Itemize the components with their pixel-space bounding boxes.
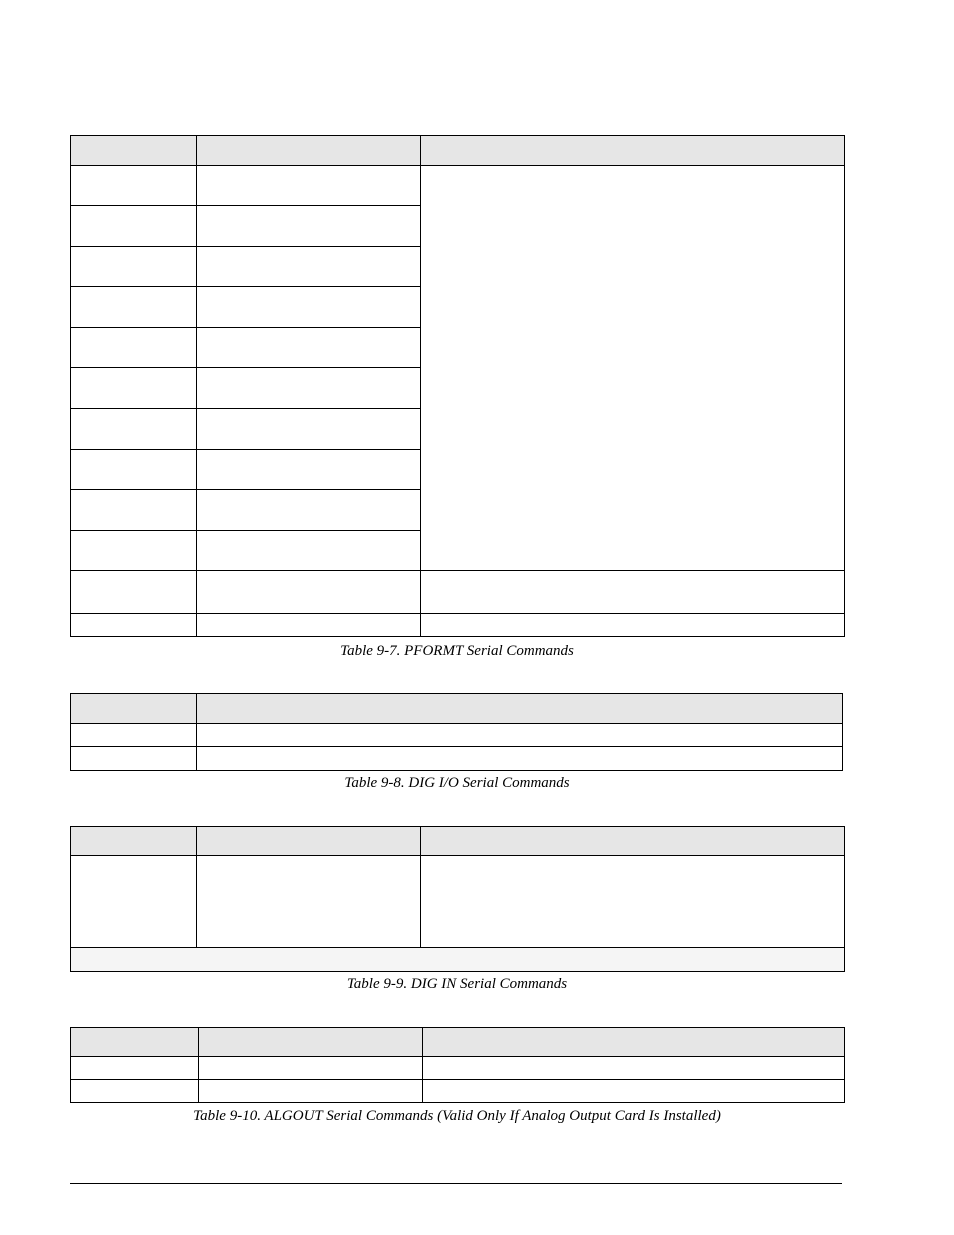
header-cell — [423, 1028, 845, 1057]
header-cell — [421, 136, 845, 166]
table-cell — [71, 1080, 199, 1103]
table-cell — [197, 724, 843, 747]
table-caption: Table 9-9. DIG IN Serial Commands — [346, 976, 568, 992]
table-cell — [71, 450, 197, 490]
table-row — [71, 1057, 845, 1080]
table-cell — [71, 724, 197, 747]
table-cell — [71, 571, 197, 614]
header-cell — [197, 136, 421, 166]
footer-rule — [70, 1183, 842, 1184]
header-cell — [421, 827, 845, 856]
algout-commands-table — [70, 1027, 845, 1103]
table-row — [71, 166, 845, 206]
table-cell — [197, 287, 421, 328]
table-cell — [421, 614, 845, 637]
table-cell — [197, 368, 421, 409]
table-cell — [197, 747, 843, 771]
table-cell — [197, 206, 421, 247]
table-cell — [199, 1057, 423, 1080]
table-cell — [197, 166, 421, 206]
table-cell — [197, 450, 421, 490]
table-row — [71, 856, 845, 948]
table-header-row — [71, 694, 843, 724]
table-cell — [71, 747, 197, 771]
table-cell — [197, 571, 421, 614]
table-cell — [71, 328, 197, 368]
table-footer-row — [71, 948, 845, 972]
table-cell — [197, 409, 421, 450]
table-cell — [197, 531, 421, 571]
table-footer-cell — [71, 948, 845, 972]
table-cell — [71, 531, 197, 571]
table-cell — [71, 1057, 199, 1080]
table-cell — [421, 571, 845, 614]
table-caption: Table 9-7. PFORMT Serial Commands — [340, 643, 574, 659]
table-cell — [423, 1057, 845, 1080]
table-cell — [71, 206, 197, 247]
table-cell — [197, 490, 421, 531]
table-header-row — [71, 1028, 845, 1057]
header-cell — [71, 827, 197, 856]
table-cell — [71, 166, 197, 206]
table-cell — [197, 247, 421, 287]
dig-in-commands-table — [70, 826, 845, 972]
table-cell-merged — [421, 166, 845, 571]
table-row — [71, 1080, 845, 1103]
table-cell — [199, 1080, 423, 1103]
pformt-commands-table — [70, 135, 845, 637]
table-cell — [71, 856, 197, 948]
table-cell — [71, 409, 197, 450]
table-cell — [71, 614, 197, 637]
header-cell — [71, 1028, 199, 1057]
header-cell — [71, 694, 197, 724]
table-header-row — [71, 827, 845, 856]
table-cell — [71, 287, 197, 328]
table-row — [71, 747, 843, 771]
table-header-row — [71, 136, 845, 166]
header-cell — [197, 694, 843, 724]
table-cell — [197, 614, 421, 637]
header-cell — [199, 1028, 423, 1057]
dig-io-commands-table — [70, 693, 843, 771]
header-cell — [71, 136, 197, 166]
table-cell — [421, 856, 845, 948]
table-cell — [197, 328, 421, 368]
table-cell — [71, 368, 197, 409]
table-cell — [71, 247, 197, 287]
table-cell — [197, 856, 421, 948]
header-cell — [197, 827, 421, 856]
table-row — [71, 571, 845, 614]
table-caption: Table 9-10. ALGOUT Serial Commands (Valid Only If Analog Output Card Is Installed) — [193, 1108, 721, 1124]
table-row — [71, 724, 843, 747]
table-cell — [423, 1080, 845, 1103]
table-cell — [71, 490, 197, 531]
table-row — [71, 614, 845, 637]
table-caption: Table 9-8. DIG I/O Serial Commands — [344, 775, 570, 791]
